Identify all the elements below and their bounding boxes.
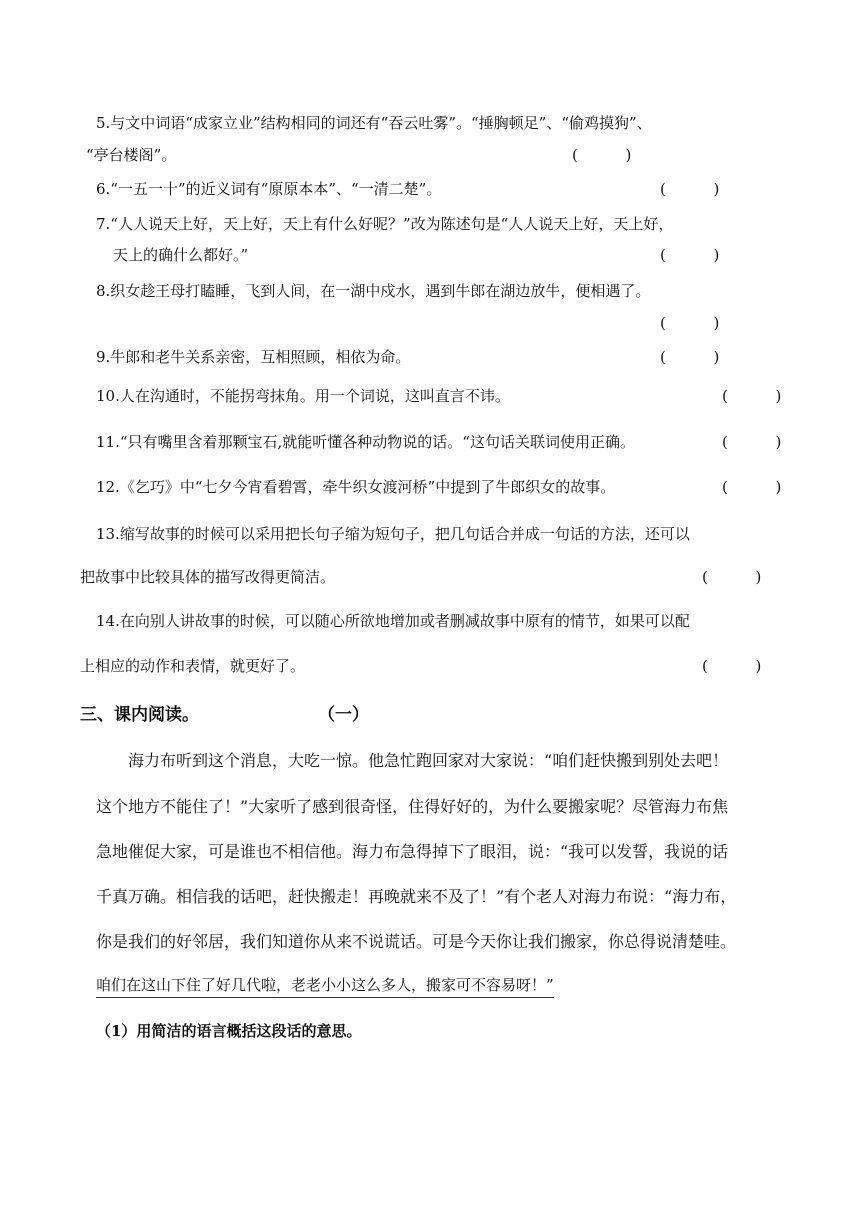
item-13-line-1: 13.缩写故事的时候可以采用把长句子缩为短句子，把几句话合并成一句话的方法，还可以	[96, 525, 690, 543]
item-10-line-1: 10.人在沟通时，不能拐弯抹角。用一个词说，这叫直言不讳。	[96, 387, 510, 405]
question-1: （1）用简洁的语言概括这段话的意思。	[96, 1022, 362, 1040]
item-5-answer-bracket[interactable]: ( )	[572, 146, 632, 164]
item-9-answer-bracket[interactable]: ( )	[660, 348, 720, 366]
item-9-line-1: 9.牛郎和老牛关系亲密，互相照顾，相依为命。	[96, 348, 411, 366]
section-title: 三、课内阅读。	[80, 705, 199, 725]
passage-line-3: 急地催促大家，可是谁也不相信他。海力布急得掉下了眼泪，说：“我可以发誓，我说的话	[96, 842, 729, 861]
item-12-answer-bracket[interactable]: ( )	[722, 478, 782, 496]
item-14-line-1: 14.在向别人讲故事的时候，可以随心所欲地增加或者删减故事中原有的情节，如果可以配	[96, 612, 690, 630]
item-8-line-1: 8.织女趁王母打瞌睡，飞到人间，在一湖中戍水，遇到牛郎在湖边放牛，便相遇了。	[96, 282, 651, 300]
passage-line-6-underlined: 咱们在这山下住了好几代啦，老老小小这么多人，搬家可不容易呀！”	[96, 974, 554, 998]
item-12-line-1: 12.《乞巧》中“七夕今宵看碧霄，牵牛织女渡河桥”中提到了牛郎织女的故事。	[96, 478, 616, 496]
passage-line-5: 你是我们的好邻居，我们知道你从来不说谎话。可是今天你让我们搬家，你总得说清楚哇。	[96, 932, 737, 951]
item-6-answer-bracket[interactable]: ( )	[660, 180, 720, 198]
item-7-line-2: 天上的确什么都好。”	[113, 246, 249, 264]
item-7-line-1: 7.“人人说天上好，天上好，天上有什么好呢？”改为陈述句是“人人说天上好，天上好，	[96, 215, 674, 233]
item-11-answer-bracket[interactable]: ( )	[722, 433, 782, 451]
item-11-line-1: 11.“只有嘴里含着那颗宝石,就能听懂各种动物说的话。“这句话关联词使用正确。	[96, 433, 635, 451]
item-10-answer-bracket[interactable]: ( )	[722, 387, 782, 405]
item-6-line-1: 6.“一五一十”的近义词有“原原本本”、“一清二楚”。	[96, 180, 442, 198]
passage-line-4: 千真万确。相信我的话吧，赶快搬走！再晚就来不及了！”有个老人对海力布说：“海力布，	[96, 887, 737, 906]
item-14-answer-bracket[interactable]: ( )	[702, 657, 762, 675]
passage-line-2: 这个地方不能住了！”大家听了感到很奇怪，住得好好的，为什么要搬家呢？尽管海力布焦	[96, 797, 729, 816]
item-13-line-2: 把故事中比较具体的描写改得更简洁。	[80, 568, 336, 586]
item-7-answer-bracket[interactable]: ( )	[660, 246, 720, 264]
item-8-answer-bracket[interactable]: ( )	[660, 314, 720, 332]
item-13-answer-bracket[interactable]: ( )	[702, 568, 762, 586]
item-14-line-2: 上相应的动作和表情，就更好了。	[80, 657, 306, 675]
item-5-line-1: 5.与文中词语“成家立业”结构相同的词还有“吞云吐雾”。“捶胸顿足”、“偷鸡摸狗”、	[96, 114, 652, 132]
item-5-line-2: “亭台楼阁”。	[86, 146, 177, 164]
passage-line-1: 海力布听到这个消息，大吃一惊。他急忙跑回家对大家说：“咱们赶快搬到别处去吧！	[128, 751, 729, 770]
section-part-label: （一）	[318, 705, 369, 725]
